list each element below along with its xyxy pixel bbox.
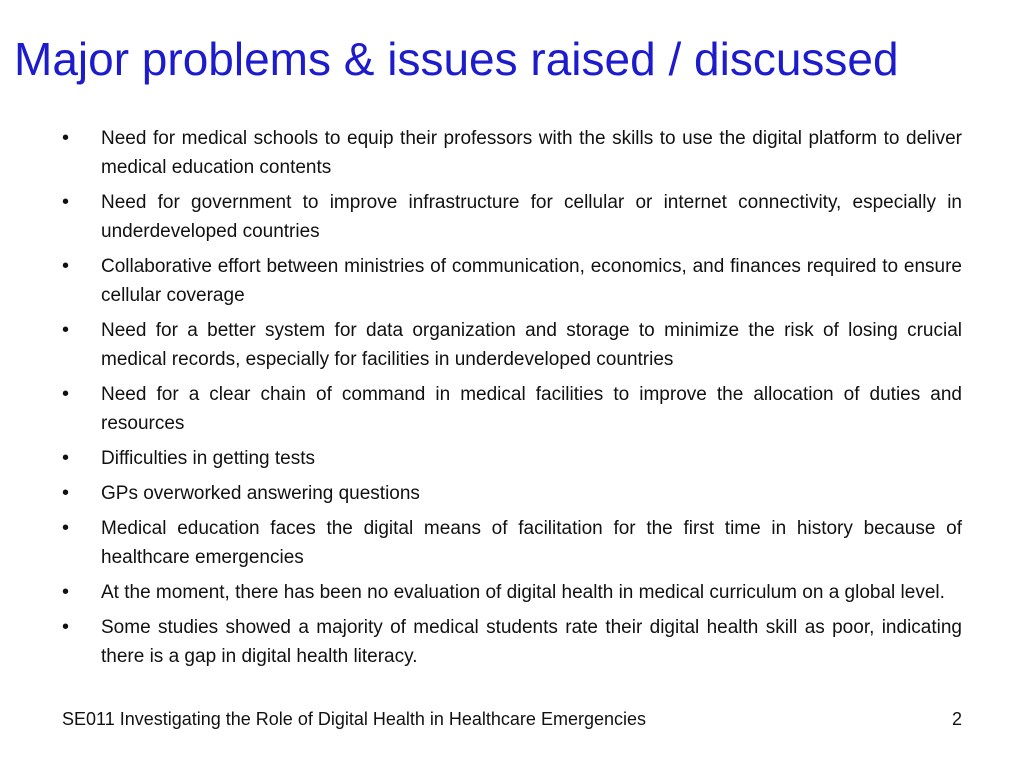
bullet-item [60, 444, 962, 473]
slide-title: Major problems & issues raised / discussed [14, 33, 899, 85]
bullet-text: Difficulties in getting tests [101, 448, 316, 469]
bullet-text: Some studies showed a majority of medical students rate their digital health skill as poor, indicating there is a gap in digital health literacy. [101, 617, 962, 667]
bullet-text: Collaborative effort between ministries of communication, economics, and finances required to ensure cellular coverage [101, 256, 962, 306]
bullet-text: GPs overworked answering questions [101, 483, 420, 504]
bullet-item [60, 380, 962, 438]
bullet-text: Medical education faces the digital means of facilitation for the first time in history because of healthcare emergencies [101, 518, 962, 568]
bullet-icon: • [62, 616, 70, 638]
bullet-icon: • [62, 447, 70, 469]
slide-footer: SE011 Investigating the Role of Digital Health in Healthcare Emergencies [62, 709, 646, 729]
bullet-text: At the moment, there has been no evaluation of digital health in medical curriculum on a global level. [101, 582, 945, 603]
bullet-text: Need for medical schools to equip their professors with the skills to use the digital platform to deliver medical education contents [101, 128, 962, 178]
bullet-item [60, 188, 962, 246]
bullet-text: Need for a clear chain of command in medical facilities to improve the allocation of duties and resources [101, 384, 962, 434]
page-number: 2 [951, 709, 962, 729]
bullet-icon: • [62, 191, 70, 213]
bullet-icon: • [62, 482, 70, 504]
bullet-icon: • [62, 319, 70, 341]
bullet-icon: • [62, 517, 70, 539]
bullet-icon: • [62, 255, 70, 277]
bullet-icon: • [62, 127, 70, 149]
bullet-icon: • [62, 581, 70, 603]
bullet-item [60, 479, 962, 508]
bullet-item [60, 124, 962, 182]
bullet-item [60, 514, 962, 572]
bullet-item [60, 252, 962, 310]
bullet-item [60, 316, 962, 374]
bullet-text: Need for a better system for data organization and storage to minimize the risk of losing crucial medical records, especially for facilities in underdeveloped countries [101, 320, 962, 370]
bullet-list [60, 124, 962, 677]
bullet-item [60, 578, 962, 607]
bullet-item [60, 613, 962, 671]
bullet-text: Need for government to improve infrastructure for cellular or internet connectivity, especially in underdeveloped countries [101, 192, 962, 242]
bullet-icon: • [62, 383, 70, 405]
